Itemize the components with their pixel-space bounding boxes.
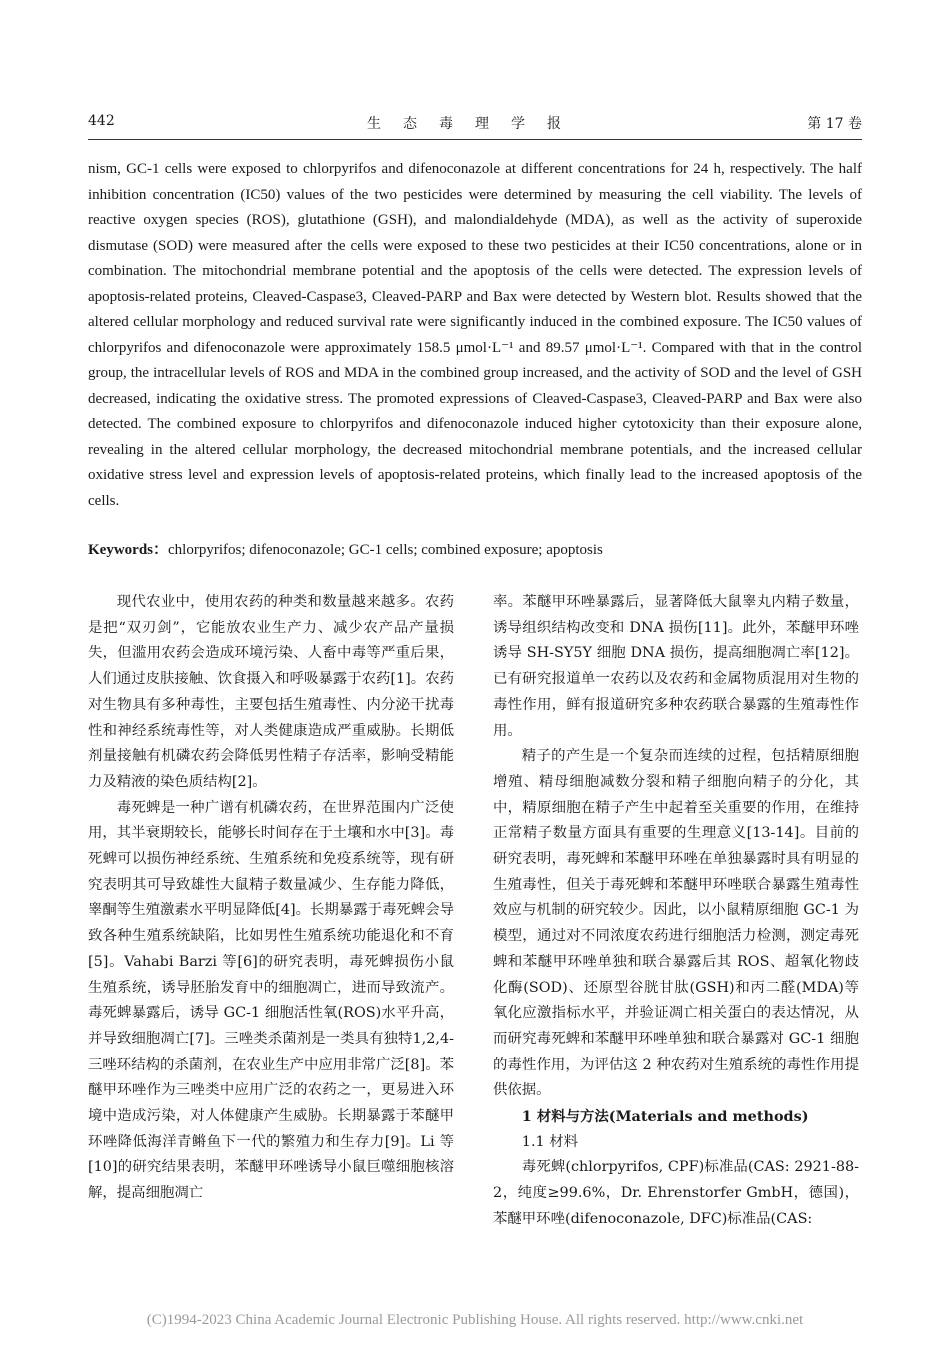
page-header	[88, 113, 862, 133]
materials-paragraph: 毒死蜱(chlorpyrifos, CPF)标准品(CAS: 2921-88-2，纯度≥99.6%，Dr. Ehrenstorfer GmbH，德国)，苯醚甲环唑(difenoconazole, DFC)标准品(CAS:	[493, 1159, 859, 1227]
volume-label: 第 17 卷	[807, 116, 862, 132]
keywords-label: Keywords：	[88, 542, 168, 558]
keywords	[88, 538, 862, 559]
journal-title: 生态毒理学报	[367, 116, 583, 132]
abstract-text: nism, GC-1 cells were exposed to chlorpyrifos and difenoconazole at different concentrations for 24 h, respectively. The half inhibition concentration (IC50) values of the two pesticides were determined by measuring the cell viability. The levels of reactive oxygen species (ROS), glutathione (GSH), and malondialdehyde (MDA), as well as the activity of superoxide dismutase (SOD) were measured after the cells were exposed to these two pesticides at their IC50 concentrations, alone or in combination. The mitochondrial membrane potential and the apoptosis of the cells were detected. The expression levels of apoptosis-related proteins, Cleaved-Caspase3, Cleaved-PARP and Bax were detected by Western blot. Results showed that the altered cellular morphology and reduced survival rate were significantly induced in the combined exposure. The IC50 values of chlorpyrifos and difenoconazole were approximately 158.5 μmol·L⁻¹ and 89.57 μmol·L⁻¹. Compared with that in the control group, the intracellular levels of ROS and MDA in the combined group increased, and the activity of SOD and the level of GSH decreased, indicating the oxidative stress. The promoted expressions of Cleaved-Caspase3, Cleaved-PARP and Bax were also detected. The combined exposure to chlorpyrifos and difenoconazole induced higher cytotoxicity than their exposure alone, revealing in the altered cellular morphology, the decreased mitochondrial membrane potentials, and the increased cellular oxidative stress level and expression levels of apoptosis-related proteins, which finally lead to the increased apoptosis of the cells.	[88, 161, 862, 509]
intro-paragraph-continued: 率。苯醚甲环唑暴露后，显著降低大鼠睾丸内精子数量，诱导组织结构改变和 DNA 损伤[11]。此外，苯醚甲环唑诱导 SH-SY5Y 细胞 DNA 损伤，提高细胞凋亡率[12]。已有研究报道单一农药以及农药和金属物质混用对生物的毒性作用，鲜有报道研究多种农药联合暴露的生殖毒性作用。	[493, 594, 859, 739]
header-rule	[88, 139, 862, 140]
keywords-text: chlorpyrifos; difenoconazole; GC-1 cells; combined exposure; apoptosis	[168, 542, 603, 558]
intro-paragraph-3: 精子的产生是一个复杂而连续的过程，包括精原细胞增殖、精母细胞减数分裂和精子细胞向精子的分化，其中，精原细胞在精子产生中起着至关重要的作用，在维持正常精子数量方面具有重要的生理意义[13-14]。目前的研究表明，毒死蜱和苯醚甲环唑在单独暴露时具有明显的生殖毒性，但关于毒死蜱和苯醚甲环唑联合暴露生殖毒性效应与机制的研究较少。因此，以小鼠精原细胞 GC-1 为模型，通过对不同浓度农药进行细胞活力检测，测定毒死蜱和苯醚甲环唑单独和联合暴露后其 ROS、超氧化物歧化酶(SOD)、还原型谷胱甘肽(GSH)和丙二醛(MDA)等氧化应激指标水平，并验证凋亡相关蛋白的表达情况，从而研究毒死蜱和苯醚甲环唑单独和联合暴露对 GC-1 细胞的毒性作用，为评估这 2 种农药对生殖系统的毒性作用提供依据。	[493, 748, 859, 1099]
right-column	[493, 590, 859, 1233]
intro-paragraph-1: 现代农业中，使用农药的种类和数量越来越多。农药是把“双刃剑”，它能放农业生产力、减少农产品产量损失，但滥用农药会造成环境污染、人畜中毒等严重后果，人们通过皮肤接触、饮食摄入和呼吸暴露于农药[1]。农药对生物具有多种毒性，主要包括生殖毒性、内分泌干扰毒性和神经系统毒性等，对人类健康造成严重威胁。长期低剂量接触有机磷农药会降低男性精子存活率，影响受精能力及精液的染色质结构[2]。	[88, 594, 454, 790]
page-number: 442	[88, 113, 115, 129]
subsection-heading: 1.1 材料	[521, 1133, 579, 1150]
intro-paragraph-2: 毒死蜱是一种广谱有机磷农药，在世界范围内广泛使用，其半衰期较长，能够长时间存在于土壤和水中[3]。毒死蜱可以损伤神经系统、生殖系统和免疫系统等，现有研究表明其可导致雄性大鼠精子数量减少、生存能力降低，睾酮等生殖激素水平明显降低[4]。长期暴露于毒死蜱会导致各种生殖系统缺陷，比如男性生殖系统功能退化和不育[5]。Vahabi Barzi 等[6]的研究表明，毒死蜱损伤小鼠生殖系统，诱导胚胎发育中的细胞凋亡，进而导致流产。毒死蜱暴露后，诱导 GC-1 细胞活性氧(ROS)水平升高，并导致细胞凋亡[7]。三唑类杀菌剂是一类具有独特1,2,4-三唑环结构的杀菌剂，在农业生产中应用非常广泛[8]。苯醚甲环唑作为三唑类中应用广泛的农药之一，更易进入环境中造成污染，对人体健康产生威胁。长期暴露于苯醚甲环唑降低海洋青鳉鱼下一代的繁殖力和生存力[9]。Li 等[10]的研究结果表明，苯醚甲环唑诱导小鼠巨噬细胞核溶解，提高细胞凋亡	[88, 799, 454, 1202]
section-heading: 1 材料与方法(Materials and methods)	[521, 1108, 809, 1126]
left-column	[88, 590, 454, 1207]
copyright-footer: (C)1994-2023 China Academic Journal Electronic Publishing House. All rights reserved. http://www.cnki.net	[146, 1312, 804, 1328]
